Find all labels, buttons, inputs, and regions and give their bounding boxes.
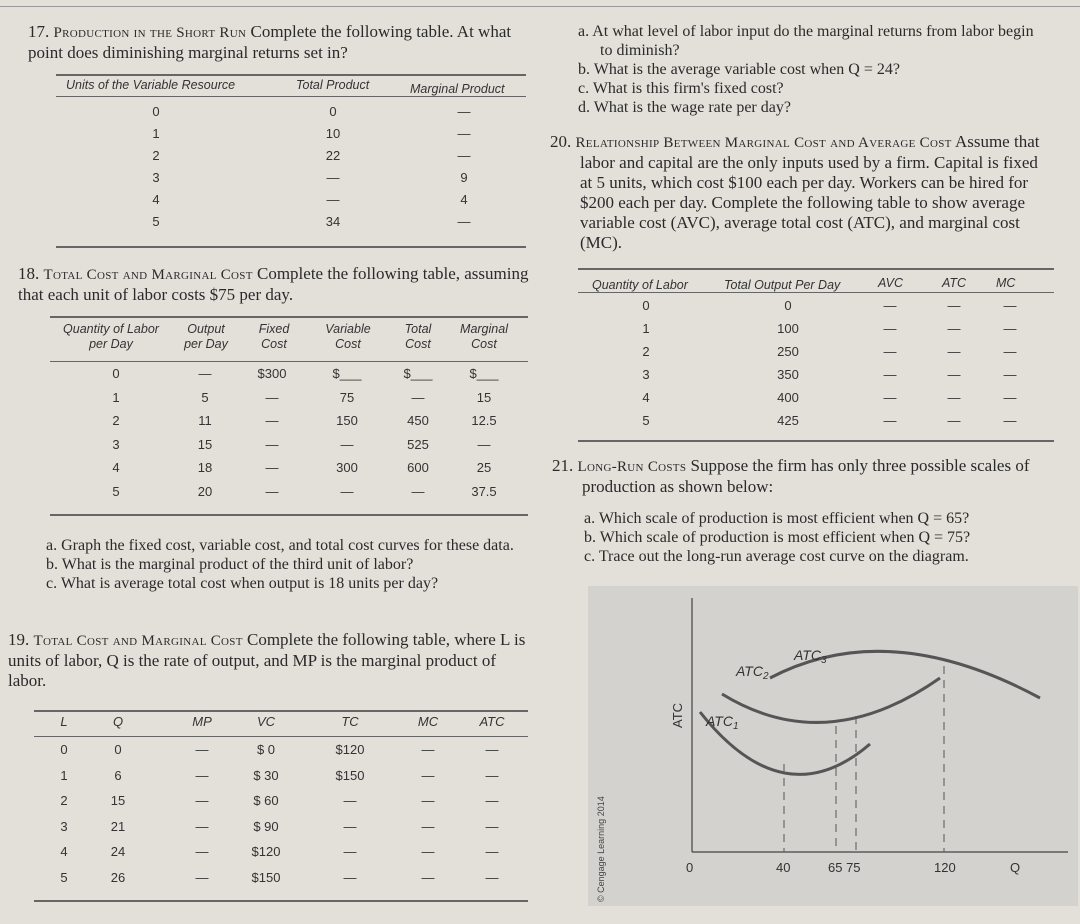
q20-cell: 250 bbox=[777, 344, 799, 359]
q19-header-5: MC bbox=[417, 714, 439, 729]
q19-cell: — bbox=[195, 818, 209, 834]
q19-cell: — bbox=[421, 742, 435, 757]
q18-cell: 600 bbox=[407, 460, 429, 475]
q21-prompt bbox=[552, 456, 1062, 497]
q19-cell: — bbox=[421, 818, 435, 834]
q19-cell: 0 bbox=[114, 742, 122, 757]
q18-cell: 18 bbox=[197, 460, 213, 475]
q17-cell: 1 bbox=[152, 126, 160, 141]
q17-header-0: Units of the Variable Resource bbox=[66, 78, 236, 92]
diagram-background bbox=[588, 586, 1078, 906]
q19-table-top-rule bbox=[34, 710, 528, 712]
q18-cell: 4 bbox=[112, 460, 120, 475]
q18-cell: 37.5 bbox=[471, 483, 497, 499]
origin-label: 0 bbox=[686, 860, 694, 875]
q19-cell: — bbox=[485, 844, 499, 859]
q20-cell: — bbox=[947, 390, 961, 405]
q18-header-4: Total Cost bbox=[404, 322, 432, 351]
x-axis-label: Q bbox=[1010, 860, 1021, 875]
q20-cell: — bbox=[883, 344, 897, 359]
q18-cell: 15 bbox=[476, 389, 492, 405]
q19-cell: $ 0 bbox=[256, 742, 276, 757]
q19-cell: $150 bbox=[335, 767, 365, 783]
q19-cell: — bbox=[485, 793, 499, 808]
q17-cell: 4 bbox=[460, 192, 468, 207]
q20-header-1: Total Output Per Day bbox=[724, 278, 841, 292]
q20-cell: 2 bbox=[642, 344, 650, 359]
q18-cell: 5 bbox=[112, 483, 120, 499]
q20-cell: — bbox=[947, 413, 961, 428]
q19-item-d: d. What is the wage rate per day? bbox=[578, 99, 791, 116]
q19-cell: $120 bbox=[335, 742, 365, 757]
q20-prompt bbox=[550, 132, 1050, 253]
q21-item-b: b. Which scale of production is most efficient when Q = 75? bbox=[584, 529, 971, 546]
q19-cell: — bbox=[343, 793, 357, 808]
copyright-credit: © Cengage Learning 2014 bbox=[596, 796, 606, 902]
q17-cell: 34 bbox=[325, 214, 341, 229]
q18-cell: 2 bbox=[112, 413, 120, 428]
q20-cell: — bbox=[883, 367, 897, 382]
q17-title: Production in the Short Run bbox=[53, 25, 247, 41]
q18-cell: $300 bbox=[257, 366, 287, 381]
q19-cell: 1 bbox=[60, 767, 68, 783]
q19-table-bottom-rule bbox=[34, 900, 528, 902]
q18-prompt bbox=[18, 264, 530, 305]
q19-cell: 21 bbox=[110, 818, 126, 834]
q20-cell: 1 bbox=[642, 321, 650, 336]
q20-header-4: MC bbox=[996, 276, 1016, 290]
q19-cell: — bbox=[195, 767, 209, 783]
q19-cell: 5 bbox=[60, 869, 68, 885]
q18-header-3: Variable Cost bbox=[325, 322, 371, 351]
q20-text: Assume that labor and capital are the only inputs used by a firm. Capital is fixed at 5 units, which cost $100 each per day. Workers can be hired for $200 each per day. Complete the following table to show average variable cost (AVC), average total cost (ATC), and marginal cost (MC). bbox=[580, 132, 1040, 252]
q18-dollar-blank: $___ bbox=[403, 366, 433, 381]
q19-cell: 2 bbox=[60, 793, 68, 808]
q19-header-2: MP bbox=[192, 714, 212, 729]
q20-cell: 5 bbox=[642, 413, 650, 428]
q17-cell: — bbox=[326, 192, 340, 207]
q19-cell: — bbox=[343, 869, 357, 885]
q20-cell: — bbox=[1003, 390, 1017, 405]
q19-cell: — bbox=[195, 793, 209, 808]
q20-header-0: Quantity of Labor bbox=[592, 278, 688, 292]
q18-cell: 15 bbox=[197, 436, 213, 452]
q17-cell: 0 bbox=[329, 104, 337, 119]
q17-prompt bbox=[28, 22, 528, 63]
tick-label-65-75: 65 75 bbox=[828, 860, 861, 875]
q19-items bbox=[578, 22, 1048, 117]
q18-header-2: Fixed Cost bbox=[258, 322, 290, 351]
q18-dollar-blank: $___ bbox=[469, 366, 499, 381]
q18-item-c: c. What is average total cost when output is 18 units per day? bbox=[46, 575, 439, 592]
q19-cell: 6 bbox=[114, 767, 122, 783]
q18-cell: 11 bbox=[198, 413, 212, 428]
q17-table-bottom-rule bbox=[56, 246, 526, 248]
q19-header-0: L bbox=[60, 714, 68, 729]
q20-cell: — bbox=[1003, 298, 1017, 313]
q19-cell: — bbox=[421, 767, 435, 783]
q19-cell: — bbox=[421, 869, 435, 885]
q19-item-c: c. What is this firm's fixed cost? bbox=[578, 80, 784, 97]
q19-cell: $ 90 bbox=[253, 818, 279, 834]
atc2-label: $ATC_2$ bbox=[736, 663, 769, 682]
q20-cell: 0 bbox=[784, 298, 792, 313]
q18-header-1: Output per Day bbox=[184, 322, 228, 351]
q20-header-rule bbox=[578, 292, 1054, 293]
y-axis-label: ATC bbox=[670, 702, 685, 728]
q17-cell: 10 bbox=[325, 126, 341, 141]
q17-cell: — bbox=[326, 170, 340, 185]
q17-header-1: Total Product bbox=[296, 78, 370, 92]
q19-number: 19. bbox=[8, 630, 30, 649]
q20-cell: 350 bbox=[777, 367, 799, 382]
q18-header-rule bbox=[50, 361, 528, 362]
q19-header-3: VC bbox=[256, 714, 276, 729]
q18-cell: — bbox=[198, 366, 212, 381]
q20-table-bottom-rule bbox=[578, 440, 1054, 442]
q18-cell: — bbox=[340, 483, 354, 499]
q20-header-2: AVC bbox=[878, 276, 904, 290]
q17-cell: 4 bbox=[152, 192, 160, 207]
q21-items bbox=[584, 509, 1064, 566]
q20-cell: 400 bbox=[777, 390, 799, 405]
q17-cell: — bbox=[457, 214, 471, 229]
tick-label-120: 120 bbox=[934, 860, 956, 875]
q18-cell: — bbox=[411, 483, 425, 499]
q17-text: Complete the following table. At what point does diminishing marginal returns set in? bbox=[28, 22, 512, 62]
q19-cell: — bbox=[195, 844, 209, 859]
q18-items bbox=[46, 536, 530, 593]
q18-table-bottom-rule bbox=[50, 514, 528, 516]
q20-cell: — bbox=[883, 413, 897, 428]
tick-label-40: 40 bbox=[776, 860, 791, 875]
q19-cell: 24 bbox=[110, 844, 126, 859]
q21-title: Long-Run Costs bbox=[577, 459, 687, 475]
q19-cell: — bbox=[421, 844, 435, 859]
q20-cell: — bbox=[947, 367, 961, 382]
q19-cell: 4 bbox=[60, 844, 68, 859]
q17-cell: 3 bbox=[152, 170, 160, 185]
q18-cell: — bbox=[265, 436, 279, 452]
q20-cell: — bbox=[1003, 344, 1017, 359]
q19-header-rule bbox=[34, 736, 528, 737]
q20-table-top-rule bbox=[578, 268, 1054, 270]
q18-cell: 20 bbox=[197, 483, 213, 499]
q18-cell: — bbox=[265, 413, 279, 428]
q17-header-rule bbox=[56, 96, 526, 97]
q19-header-1: Q bbox=[112, 714, 124, 729]
q18-cell: 75 bbox=[339, 389, 355, 405]
q17-cell: — bbox=[457, 126, 471, 141]
q20-cell: — bbox=[883, 390, 897, 405]
q18-cell: 150 bbox=[336, 413, 358, 428]
q20-cell: 425 bbox=[777, 413, 799, 428]
q19-cell: — bbox=[343, 844, 357, 859]
q17-header-2: Marginal Product bbox=[410, 82, 505, 96]
q20-cell: — bbox=[1003, 367, 1017, 382]
q19-header-4: TC bbox=[341, 714, 359, 729]
q18-item-a: a. Graph the fixed cost, variable cost, and total cost curves for these data. bbox=[46, 537, 514, 554]
q19-item-a: a. At what level of labor input do the marginal returns from labor begin to diminish? bbox=[578, 23, 1034, 59]
q20-cell: 4 bbox=[642, 390, 650, 405]
q19-cell: 0 bbox=[60, 742, 68, 757]
q19-cell: — bbox=[485, 767, 499, 783]
q18-cell: — bbox=[265, 389, 279, 405]
q17-number: 17. bbox=[28, 22, 50, 41]
q19-cell: — bbox=[485, 742, 499, 757]
q20-number: 20. bbox=[550, 132, 572, 151]
q19-cell: 15 bbox=[110, 793, 126, 808]
q18-text: Complete the following table, assuming that each unit of labor costs $75 per day. bbox=[18, 264, 529, 304]
q20-cell: — bbox=[947, 298, 961, 313]
long-run-cost-diagram bbox=[588, 586, 1078, 906]
atc1-label: $ATC_1$ bbox=[706, 713, 739, 732]
q20-header-3: ATC bbox=[942, 276, 967, 290]
q18-cell: — bbox=[265, 483, 279, 499]
q18-number: 18. bbox=[18, 264, 40, 283]
q18-cell: 300 bbox=[336, 460, 358, 475]
q17-cell: 2 bbox=[152, 148, 160, 163]
q19-text: Complete the following table, where L is units of labor, Q is the rate of output, and MP is the marginal product of labor. bbox=[8, 630, 526, 690]
q17-cell: 0 bbox=[152, 104, 160, 119]
q18-cell: 3 bbox=[112, 436, 120, 452]
q18-cell: 5 bbox=[201, 389, 209, 405]
q19-cell: $ 30 bbox=[253, 767, 279, 783]
q18-cell: — bbox=[340, 436, 354, 452]
q21-item-a: a. Which scale of production is most efficient when Q = 65? bbox=[584, 510, 970, 527]
q19-cell: — bbox=[343, 818, 357, 834]
q20-cell: — bbox=[1003, 413, 1017, 428]
q19-cell: $120 bbox=[251, 844, 281, 859]
q18-item-b: b. What is the marginal product of the third unit of labor? bbox=[46, 556, 414, 573]
q19-cell: 3 bbox=[60, 818, 68, 834]
q19-header-6: ATC bbox=[479, 714, 505, 729]
q19-cell: $ 60 bbox=[253, 793, 279, 808]
q20-cell: — bbox=[947, 344, 961, 359]
q18-cell: 450 bbox=[407, 413, 429, 428]
q20-cell: — bbox=[883, 321, 897, 336]
q17-cell: 9 bbox=[460, 170, 468, 185]
q18-cell: 525 bbox=[407, 436, 429, 452]
q20-cell: 0 bbox=[642, 298, 650, 313]
q17-cell: 5 bbox=[152, 214, 160, 229]
q18-header-5: Marginal Cost bbox=[460, 322, 508, 351]
q17-cell: — bbox=[457, 104, 471, 119]
q20-cell: 100 bbox=[777, 321, 799, 336]
q21-item-c: c. Trace out the long-run average cost curve on the diagram. bbox=[584, 548, 969, 565]
q18-cell: 25 bbox=[476, 460, 492, 475]
q17-table-top-rule bbox=[56, 74, 526, 76]
q18-dollar-blank: $___ bbox=[332, 366, 362, 381]
q18-cell: 0 bbox=[112, 366, 120, 381]
q19-cell: 26 bbox=[110, 869, 126, 885]
q18-cell: — bbox=[411, 389, 425, 405]
q20-cell: 3 bbox=[642, 367, 650, 382]
atc3-label: $ATC_3$ bbox=[794, 647, 827, 666]
q18-cell: — bbox=[477, 436, 491, 452]
q21-number: 21. bbox=[552, 456, 574, 475]
q18-header-0: Quantity of Labor per Day bbox=[63, 322, 159, 351]
q20-cell: — bbox=[1003, 321, 1017, 336]
q17-cell: — bbox=[457, 148, 471, 163]
q20-cell: — bbox=[947, 321, 961, 336]
q18-title: Total Cost and Marginal Cost bbox=[43, 267, 253, 283]
page-top-rule bbox=[0, 6, 1080, 7]
q19-prompt bbox=[8, 630, 532, 691]
q19-title: Total Cost and Marginal Cost bbox=[33, 633, 243, 649]
q19-cell: — bbox=[195, 869, 209, 885]
q18-cell: 12.5 bbox=[471, 413, 497, 428]
q17-cell: 22 bbox=[325, 148, 341, 163]
q19-cell: — bbox=[195, 742, 209, 757]
q21-text: Suppose the firm has only three possible scales of production as shown below: bbox=[582, 456, 1030, 496]
q18-table-top-rule bbox=[50, 316, 528, 318]
q19-cell: $150 bbox=[251, 869, 281, 885]
q19-cell: — bbox=[485, 818, 499, 834]
q19-cell: — bbox=[485, 869, 499, 885]
q18-cell: 1 bbox=[112, 389, 120, 405]
q20-title: Relationship Between Marginal Cost and Average Cost bbox=[575, 135, 952, 151]
q19-item-b: b. What is the average variable cost when Q = 24? bbox=[578, 61, 900, 78]
q20-cell: — bbox=[883, 298, 897, 313]
q18-cell: — bbox=[265, 460, 279, 475]
q19-cell: — bbox=[421, 793, 435, 808]
